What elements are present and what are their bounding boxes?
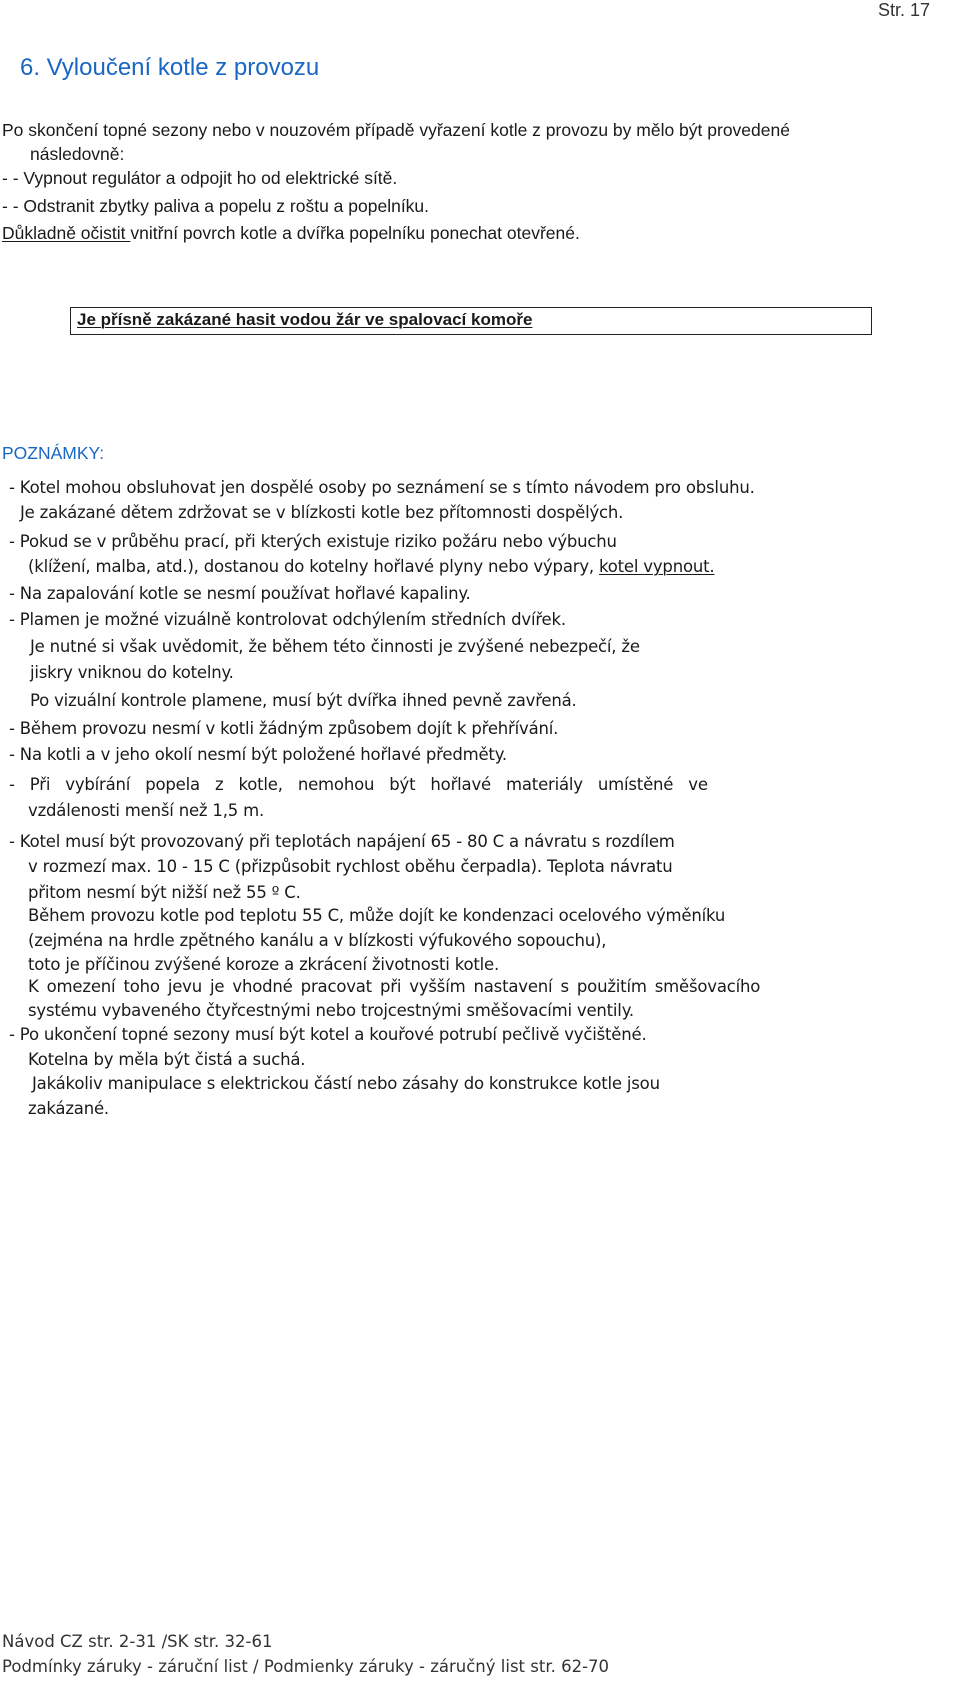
note-line-20: K omezení toho jevu je vhodné pracovat při vyšším nastavení s použitím směšovacího: [28, 977, 761, 996]
note-line-4: [28, 557, 714, 576]
note-line-4-text: (klížení, malba, atd.), dostanou do kotelny hořlavé plyny nebo výpary,: [28, 557, 599, 576]
note-line-22: - Po ukončení topné sezony musí být kotel a kouřové potrubí pečlivě vyčištěné.: [9, 1025, 647, 1044]
step-3-rest: vnitřní povrch kotle a dvířka popelníku ponechat otevřené.: [130, 223, 580, 243]
note-line-15: v rozmezí max. 10 - 15 C (přizpůsobit rychlost oběhu čerpadla). Teplota návratu: [28, 857, 673, 876]
warning-box: [70, 307, 872, 335]
step-2: - - Odstranit zbytky paliva a popelu z roštu a popelníku.: [2, 196, 430, 216]
note-line-11: - Na kotli a v jeho okolí nesmí být položené hořlavé předměty.: [9, 745, 507, 764]
note-line-24: Jakákoliv manipulace s elektrickou částí nebo zásahy do konstrukce kotle jsou: [32, 1074, 660, 1093]
note-line-16: přitom nesmí být nižší než 55 º C.: [28, 883, 301, 902]
note-line-5: - Na zapalování kotle se nesmí používat hořlavé kapaliny.: [9, 584, 471, 603]
notes-title: POZNÁMKY:: [2, 443, 105, 463]
note-line-19: toto je příčinou zvýšené koroze a zkrácení životnosti kotle.: [28, 955, 500, 974]
footer-line-1: Návod CZ str. 2-31 /SK str. 32-61: [2, 1632, 273, 1651]
note-line-3: - Pokud se v průběhu prací, při kterých existuje riziko požáru nebo výbuchu: [9, 532, 617, 551]
note-line-18: (zejména na hrdle zpětného kanálu a v blízkosti výfukového sopouchu),: [28, 931, 607, 950]
intro-line-1: Po skončení topné sezony nebo v nouzovém případě vyřazení kotle z provozu by mělo být provedené: [2, 120, 790, 140]
note-line-12: - Při vybírání popela z kotle, nemohou být hořlavé materiály umístěné ve: [9, 775, 708, 794]
section-title: 6. Vyloučení kotle z provozu: [20, 54, 320, 81]
note-line-7: Je nutné si však uvědomit, že během této činnosti je zvýšené nebezpečí, že: [30, 637, 640, 656]
note-line-10: - Během provozu nesmí v kotli žádným způsobem dojít k přehřívání.: [9, 719, 559, 738]
note-line-1: - Kotel mohou obsluhovat jen dospělé osoby po seznámení se s tímto návodem pro obsluhu.: [9, 478, 755, 497]
note-line-8: jiskry vniknou do kotelny.: [30, 663, 234, 682]
note-line-17: Během provozu kotle pod teplotu 55 C, může dojít ke kondenzaci ocelového výměníku: [28, 906, 726, 925]
note-line-9: Po vizuální kontrole plamene, musí být dvířka ihned pevně zavřená.: [30, 691, 577, 710]
note-line-4-underlined: kotel vypnout.: [598, 557, 715, 576]
note-line-13: vzdálenosti menší než 1,5 m.: [28, 801, 265, 820]
note-line-6: - Plamen je možné vizuálně kontrolovat odchýlením středních dvířek.: [9, 610, 566, 629]
note-line-21: systému vybaveného čtyřcestnými nebo trojcestnými směšovacími ventily.: [28, 1001, 634, 1020]
footer-line-2: Podmínky záruky - záruční list / Podmienky záruky - záručný list str. 62-70: [2, 1657, 610, 1676]
intro-line-2: následovně:: [30, 144, 125, 164]
warning-text: Je přísně zakázané hasit vodou žár ve spalovací komoře: [77, 310, 533, 329]
note-line-25: zakázané.: [28, 1099, 109, 1118]
note-line-2: Je zakázané dětem zdržovat se v blízkosti kotle bez přítomnosti dospělých.: [20, 503, 624, 522]
note-line-23: Kotelna by měla být čistá a suchá.: [28, 1050, 306, 1069]
step-1: - - Vypnout regulátor a odpojit ho od elektrické sítě.: [2, 168, 398, 188]
note-line-14: - Kotel musí být provozovaný při teplotách napájení 65 - 80 C a návratu s rozdílem: [9, 832, 675, 851]
step-3-underlined: Důkladně očistit: [2, 223, 131, 243]
step-3: [2, 223, 580, 244]
page-number: Str. 17: [877, 0, 930, 20]
